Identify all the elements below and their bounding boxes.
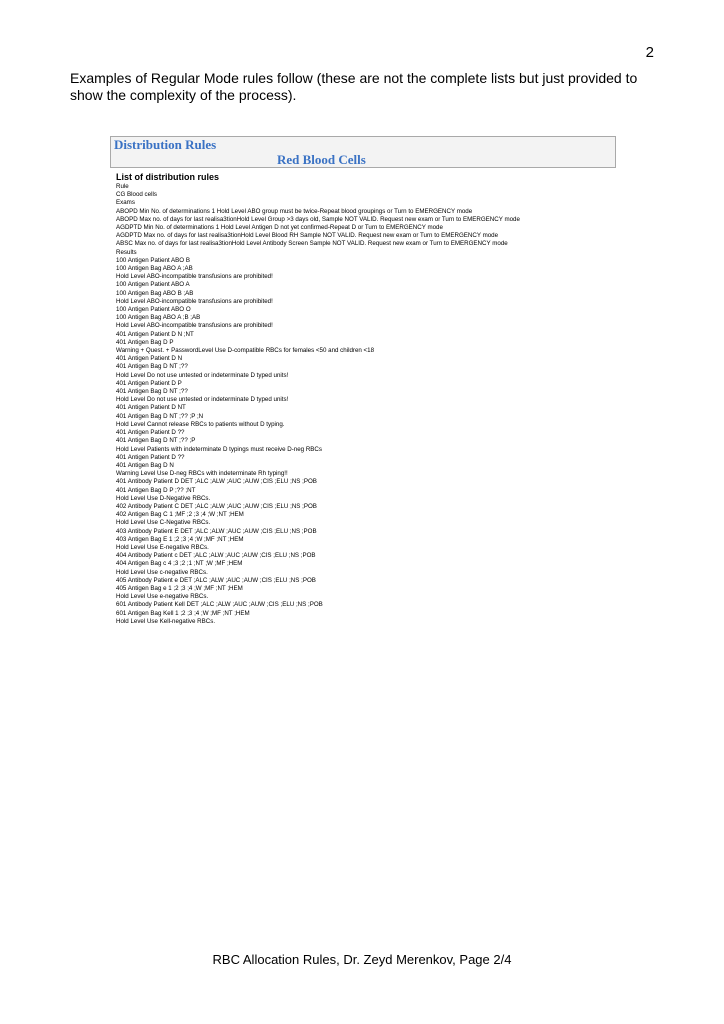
page-number: 2 — [645, 44, 654, 61]
rules-list — [116, 183, 620, 626]
rule-line: Hold Level Use c-negative RBCs. — [116, 568, 208, 576]
rule-line: Hold Level Do not use untested or indeterminate D typed units! — [116, 371, 289, 379]
intro-paragraph: Examples of Regular Mode rules follow (these are not the complete lists but just provided to show the complexity of the process). — [70, 70, 638, 103]
rule-line: Hold Level Use E-negative RBCs. — [116, 543, 209, 551]
rule-line: 401 Antigen Patient D ?? — [116, 453, 185, 461]
rule-line: AGDPTD Min No. of determinations 1 Hold Level Antigen D not yet confirmed-Repeat D or Turn to EMERGENCY mode — [116, 224, 443, 232]
rule-line: ABOPD Min No. of determinations 1 Hold Level ABO group must be twice-Repeat blood groupings or Turn to EMERGENCY mode — [116, 207, 473, 215]
rule-line: 401 Antigen Patient D NT — [116, 404, 186, 412]
rule-line: 402 Antibody Patient C DET ;ALC ;ALW ;AUC ;AUW ;CIS ;ELU ;NS ;POB — [116, 502, 317, 510]
rule-line: 401 Antigen Bag D P — [116, 338, 174, 346]
rule-line: 401 Antigen Bag D NT ;?? — [116, 363, 188, 371]
rule-line: 100 Antigen Bag ABO A ;AB — [116, 265, 193, 273]
rule-line: Rule — [116, 183, 129, 190]
rule-line: 401 Antigen Patient D N ;NT — [116, 330, 194, 338]
rule-line: Warning + Quest. + PasswordLevel Use D-compatible RBCs for females <50 and children <18 — [116, 347, 375, 355]
rule-line: Hold Level Cannot release RBCs to patients without D typing. — [116, 420, 285, 428]
rule-line: Exams — [116, 199, 135, 207]
rule-line: 100 Antigen Bag ABO A ;B ;AB — [116, 314, 201, 322]
rule-line: 601 Antibody Patient Kell DET ;ALC ;ALW ;AUC ;AUW ;CIS ;ELU ;NS ;POB — [116, 601, 323, 609]
rule-line: 403 Antigen Bag E 1 ;2 ;3 ;4 ;W ;MF ;NT ;HEM — [116, 535, 244, 543]
rules-list-heading: List of distribution rules — [116, 172, 219, 182]
rule-line: 402 Antigen Bag C 1 ;MF ;2 ;3 ;4 ;W ;NT ;HEM — [116, 511, 244, 519]
rule-line: 404 Antibody Patient c DET ;ALC ;ALW ;AUC ;AUW ;CIS ;ELU ;NS ;POB — [116, 552, 316, 560]
rule-line: Hold Level ABO-incompatible transfusions are prohibited! — [116, 322, 273, 330]
rule-line: 100 Antigen Bag ABO B ;AB — [116, 289, 194, 297]
rule-line: 401 Antibody Patient D DET ;ALC ;ALW ;AUC ;AUW ;CIS ;ELU ;NS ;POB — [116, 478, 317, 486]
rule-line: Warning Level Use D-neg RBCs with indeterminate Rh typing!! — [116, 470, 288, 478]
distribution-rules-header — [110, 136, 616, 168]
rule-line: 401 Antigen Patient D N — [116, 355, 183, 363]
rule-line: Hold Level Use e-negative RBCs. — [116, 593, 209, 601]
rule-line: ABOPD Max no. of days for last realisa3tionHold Level Group >3 days old, Sample NOT VALID. Request new exam or Turn to EMERGENCY mode — [116, 215, 520, 223]
rule-line: CG Blood cells — [116, 191, 157, 199]
rule-line: 401 Antigen Patient D ?? — [116, 429, 185, 437]
distribution-rules-screenshot — [110, 136, 620, 626]
rule-line: 405 Antibody Patient e DET ;ALC ;ALW ;AUC ;AUW ;CIS ;ELU ;NS ;POB — [116, 576, 316, 584]
rule-line: Hold Level Patients with indeterminate D typings must receive D-neg RBCs — [116, 445, 322, 453]
rule-line: 100 Antigen Patient ABO B — [116, 256, 190, 264]
rule-line: 100 Antigen Patient ABO A — [116, 281, 190, 289]
rule-line: Results — [116, 248, 137, 256]
rule-line: 601 Antigen Bag Kell 1 ;2 ;3 ;4 ;W ;MF ;NT ;HEM — [116, 609, 250, 617]
rule-line: 404 Antigen Bag c 4 ;3 ;2 ;1 ;NT ;W ;MF ;HEM — [116, 560, 243, 568]
rule-line: 401 Antigen Bag D P ;?? ;NT — [116, 486, 196, 494]
rule-line: Hold Level Use C-Negative RBCs. — [116, 519, 211, 527]
rule-line: AGDPTD Max no. of days for last realisa3tionHold Level Blood RH Sample NOT VALID. Request new exam or Turn to EMERGENCY mode — [116, 232, 499, 240]
rule-line: 405 Antigen Bag e 1 ;2 ;3 ;4 ;W ;MF ;NT ;HEM — [116, 584, 243, 592]
page-footer: RBC Allocation Rules, Dr. Zeyd Merenkov, Page 2/4 — [212, 952, 512, 967]
rule-line: 403 Antibody Patient E DET ;ALC ;ALW ;AUC ;AUW ;CIS ;ELU ;NS ;POB — [116, 527, 317, 535]
distribution-rules-title: Distribution Rules — [114, 137, 217, 152]
red-blood-cells-subtitle: Red Blood Cells — [277, 152, 366, 167]
rule-line: ABSC Max no. of days for last realisa3tionHold Level Antibody Screen Sample NOT VALID. Request new exam or Turn to EMERGENCY mode — [116, 240, 508, 248]
rule-line: Hold Level Do not use untested or indeterminate D typed units! — [116, 396, 289, 404]
rule-line: 100 Antigen Patient ABO O — [116, 306, 191, 314]
rule-line: Hold Level Use Kell-negative RBCs. — [116, 617, 216, 625]
rule-line: 401 Antigen Bag D N — [116, 461, 174, 469]
rule-line: Hold Level ABO-incompatible transfusions are prohibited! — [116, 297, 273, 305]
rule-line: 401 Antigen Bag D NT ;?? ;P ;N — [116, 412, 204, 420]
rule-line: 401 Antigen Bag D NT ;?? — [116, 388, 188, 396]
rule-line: 401 Antigen Bag D NT ;?? ;P — [116, 437, 196, 445]
rule-line: Hold Level Use D-Negative RBCs. — [116, 494, 211, 502]
rule-line: Hold Level ABO-incompatible transfusions are prohibited! — [116, 273, 273, 281]
rule-line: 401 Antigen Patient D P — [116, 379, 182, 387]
